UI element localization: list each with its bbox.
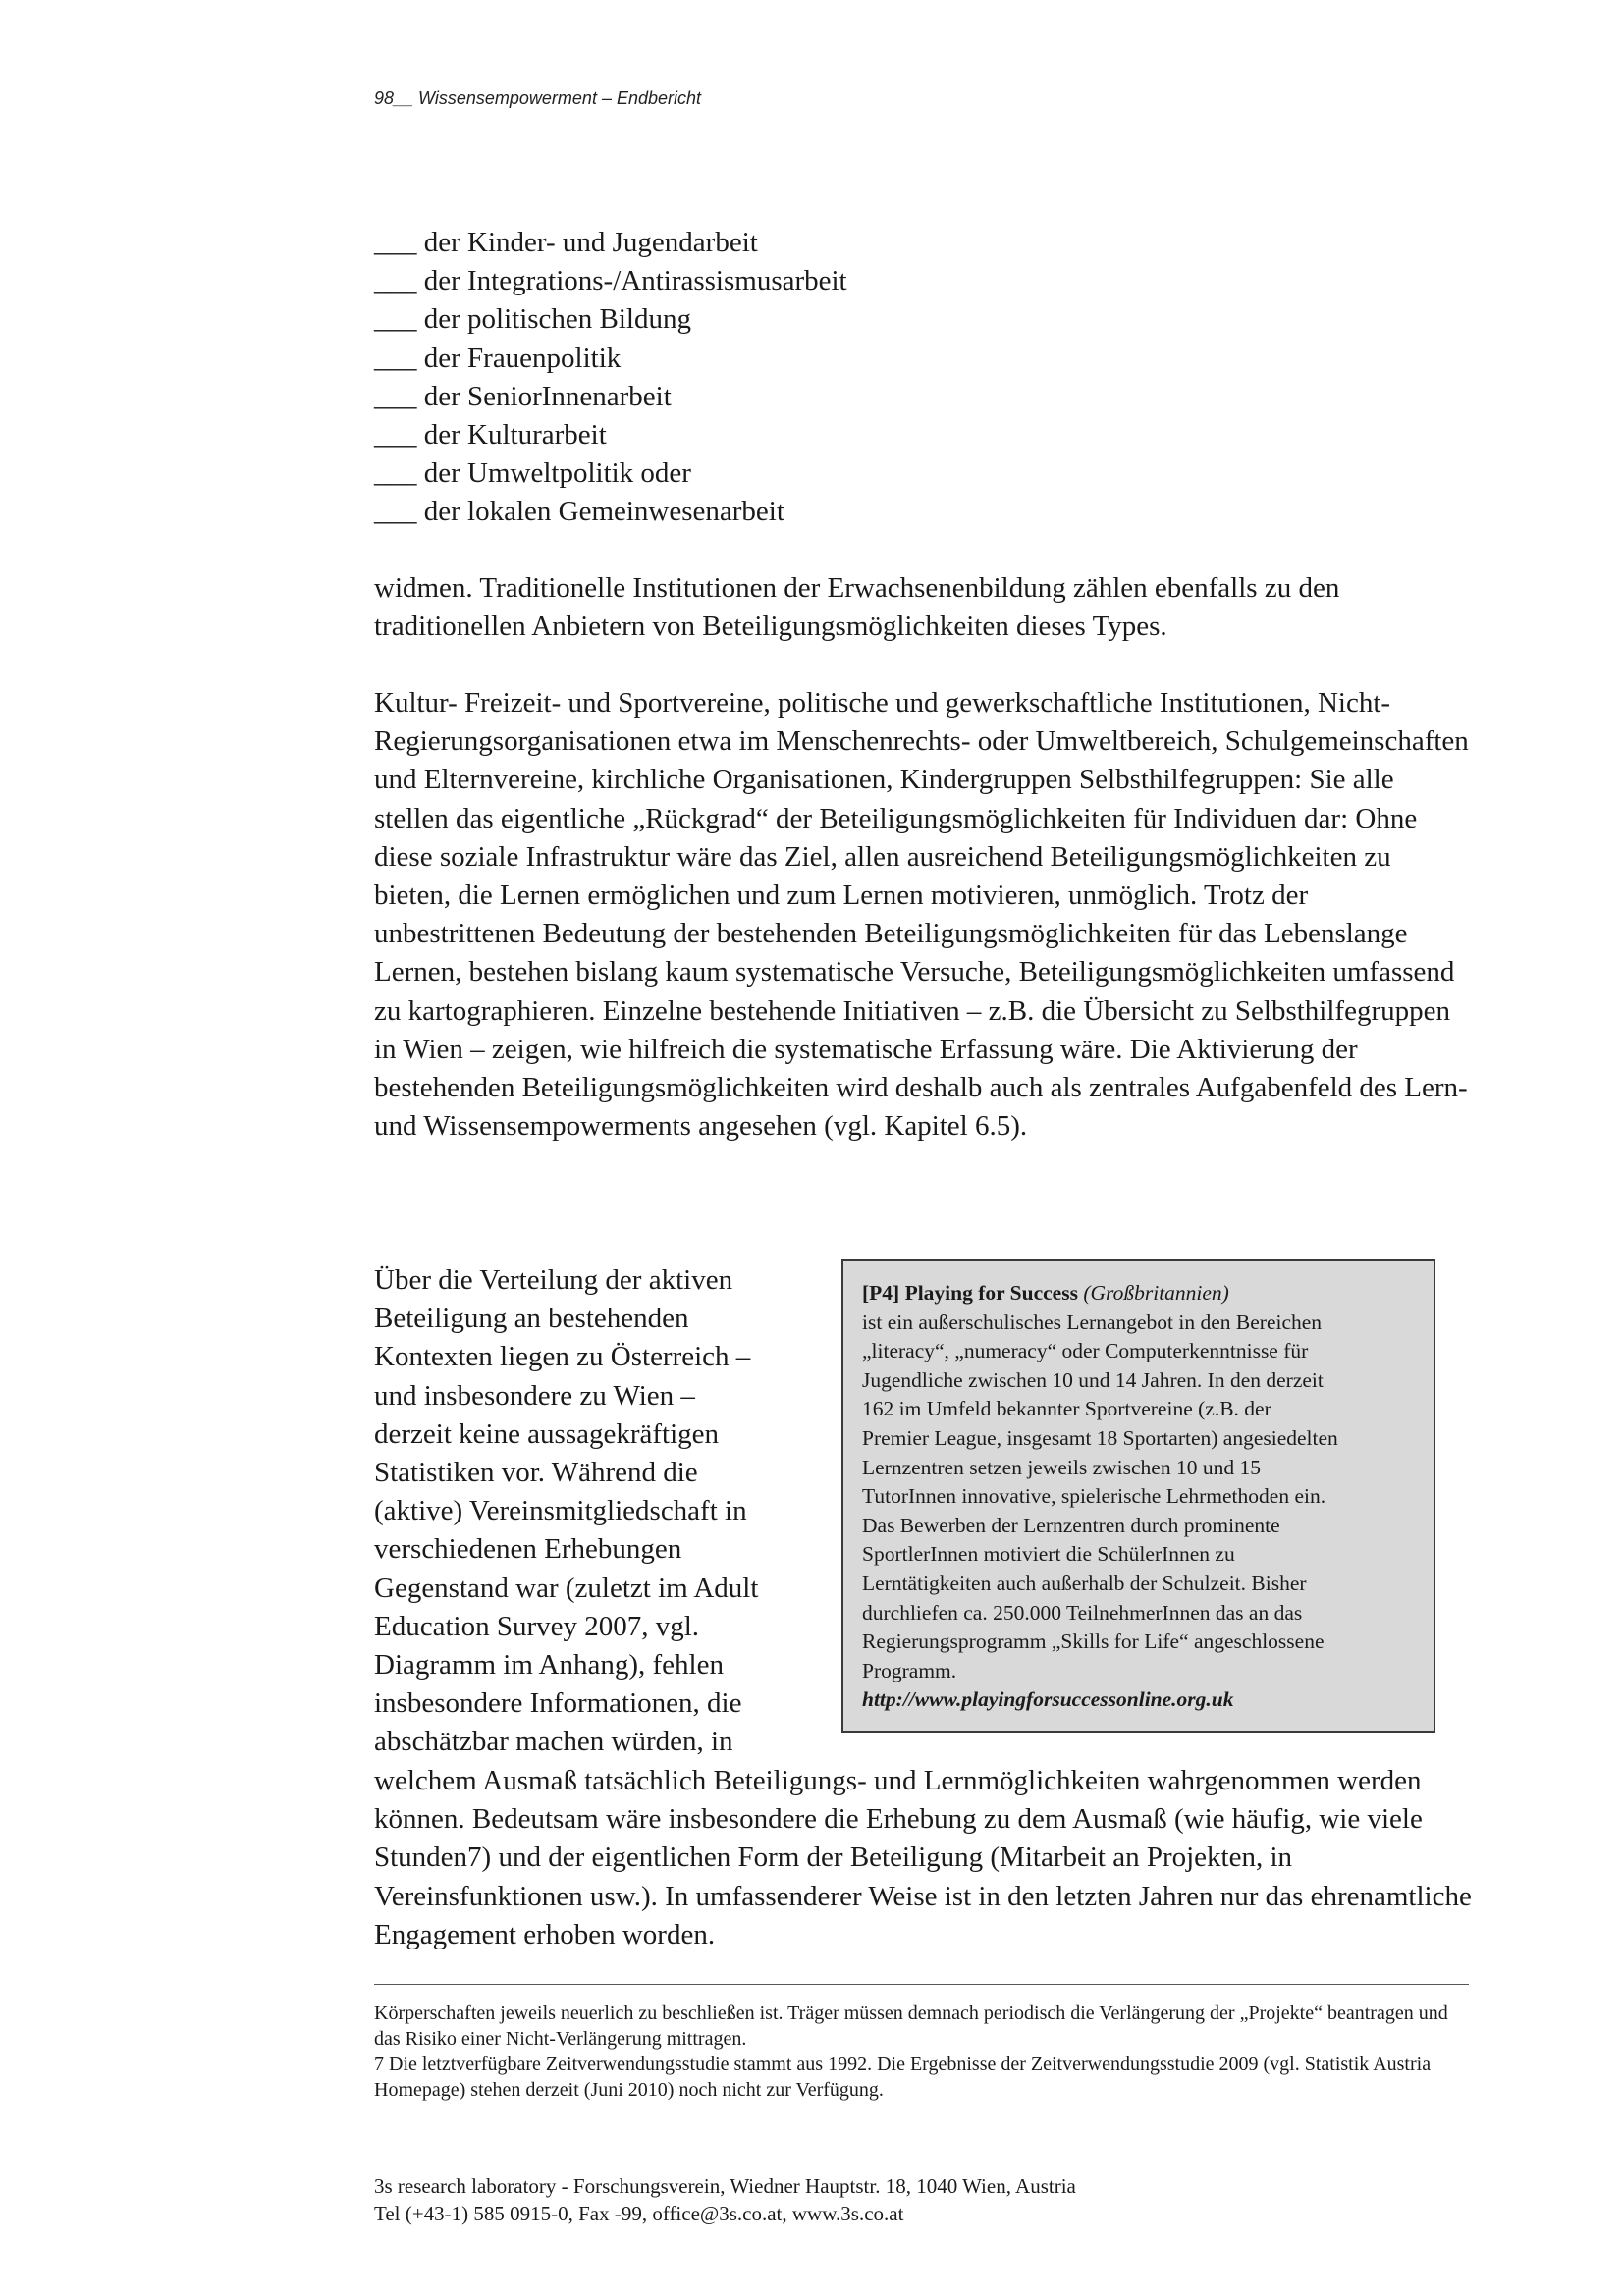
box-line: Lernzentren setzen jeweils zwischen 10 und 15: [862, 1455, 1261, 1479]
box-line: Premier League, insgesamt 18 Sportarten) angesiedelten: [862, 1425, 1338, 1450]
engagement-list: [374, 224, 1454, 532]
box-line: durchliefen ca. 250.000 TeilnehmerInnen das an das: [862, 1600, 1303, 1625]
box-line: Das Bewerben der Lernzentren durch prominente: [862, 1513, 1280, 1537]
paragraph-line: abschätzbar machen würden, in: [374, 1726, 733, 1758]
list-item: ___ der politischen Bildung: [374, 303, 691, 336]
list-item: ___ der Frauenpolitik: [374, 342, 622, 374]
footnote-7: 7 Die letztverfügbare Zeitverwendungsstudie stammt aus 1992. Die Ergebnisse der Zeitverwendungsstudie 2009 (vgl. Statistik Austria Homepage) stehen derzeit (Juni 2010) noch nicht zur Verfügung.: [374, 2054, 1432, 2101]
paragraph-participation-statistics-continued: welchem Ausmaß tatsächlich Beteiligungs- und Lernmöglichkeiten wahrgenommen werden können. Bedeutsam wäre insbesondere die Erhebung zu dem Ausmaß (wie häufig, wie viele Stunden7) und der eigentlichen Form der Beteiligung (Mitarbeit an Projekten, in Vereinsfunktionen usw.). In umfassenderer Weise ist in den letzten Jahren nur das ehrenamtliche Engagement erhoben worden.: [374, 1765, 1472, 1950]
paragraph-line: Education Survey 2007, vgl.: [374, 1610, 700, 1642]
box-line: 162 im Umfeld bekannter Sportvereine (z.B. der: [862, 1397, 1271, 1421]
paragraph-line: und insbesondere zu Wien –: [374, 1379, 695, 1412]
paragraph-line: Beteiligung an bestehenden: [374, 1303, 689, 1335]
footer-address: 3s research laboratory - Forschungsverein, Wiedner Hauptstr. 18, 1040 Wien, Austria: [374, 2174, 1076, 2198]
box-url-link[interactable]: http://www.playingforsuccessonline.org.uk: [862, 1687, 1234, 1712]
box-line: Regierungsprogramm „Skills for Life“ angeschlossene: [862, 1629, 1325, 1654]
box-line: ist ein außerschulisches Lernangebot in den Bereichen: [862, 1309, 1323, 1334]
paragraph-line: Gegenstand war (zuletzt im Adult: [374, 1572, 759, 1604]
paragraph-line: verschiedenen Erhebungen: [374, 1533, 682, 1566]
box-line: TutorInnen innovative, spielerische Lehrmethoden ein.: [862, 1484, 1326, 1509]
box-line: SportlerInnen motiviert die SchülerInnen zu: [862, 1542, 1235, 1567]
box-country: (Großbritannien): [1083, 1281, 1229, 1305]
paragraph-line: insbesondere Informationen, die: [374, 1687, 742, 1720]
list-item: ___ der Umweltpolitik oder: [374, 457, 691, 490]
paragraph-line: Diagramm im Anhang), fehlen: [374, 1649, 724, 1682]
paragraph-line: (aktive) Vereinsmitgliedschaft in: [374, 1495, 747, 1527]
list-item: ___ der Kinder- und Jugendarbeit: [374, 227, 758, 258]
list-item: ___ der Integrations-/Antirassismusarbeit: [374, 265, 847, 297]
paragraph-associations: Kultur- Freizeit- und Sportvereine, politische und gewerkschaftliche Institutionen, Nicht-Regierungsorganisationen etwa im Menschenrechts- oder Umweltbereich, Schulgemeinschaften und Elternvereine, kirchliche Organisationen, Kindergruppen Selbsthilfegruppen: Sie alle stellen das eigentliche „Rückgrad“ der Beteiligungsmöglichkeiten für Individuen dar: Ohne diese soziale Infrastruktur wäre das Ziel, allen ausreichend Beteiligungsmöglichkeiten zu bieten, die Lernen ermöglichen und zum Lernen motivieren, unmöglich. Trotz der unbestrittenen Bedeutung der bestehenden Beteiligungsmöglichkeiten für das Lebenslange Lernen, bestehen bislang kaum systematische Versuche, Beteiligungsmöglichkeiten umfassend zu kartographieren. Einzelne bestehende Initiativen – z.B. die Übersicht zu Selbsthilfegruppen in Wien – zeigen, wie hilfreich die systematische Erfassung wäre. Die Aktivierung der bestehenden Beteiligungsmöglichkeiten wird deshalb auch als zentrales Aufgabenfeld des Lern- und Wissensempowerments angesehen (vgl. Kapitel 6.5).: [374, 687, 1469, 1143]
page-footer: [374, 2172, 1469, 2227]
paragraph-traditional-institutions: widmen. Traditionelle Institutionen der Erwachsenenbildung zählen ebenfalls zu den traditionellen Anbietern von Beteiligungsmöglichkeiten dieses Types.: [374, 572, 1340, 643]
footnote-divider: [374, 1984, 1469, 1985]
box-line: Lerntätigkeiten auch außerhalb der Schulzeit. Bisher: [862, 1571, 1307, 1595]
box-title: [P4] Playing for Success: [862, 1281, 1078, 1305]
list-item: ___ der SeniorInnenarbeit: [374, 380, 672, 412]
footnotes: [374, 2001, 1469, 2103]
example-box: [841, 1259, 1435, 1733]
paragraph-line: Kontexten liegen zu Österreich –: [374, 1341, 751, 1373]
paragraph-line: derzeit keine aussagekräftigen: [374, 1417, 720, 1450]
paragraph-participation-statistics: [374, 1261, 806, 1762]
list-item: ___ der lokalen Gemeinwesenarbeit: [374, 496, 784, 528]
box-line: Jugendliche zwischen 10 und 14 Jahren. In den derzeit: [862, 1367, 1324, 1392]
footnote-continuation: Körperschaften jeweils neuerlich zu beschließen ist. Träger müssen demnach periodisch die Verlängerung der „Projekte“ beantragen und das Risiko einer Nicht-Verlängerung mittragen.: [374, 2002, 1448, 2050]
box-line: Programm.: [862, 1658, 957, 1682]
paragraph-line: Über die Verteilung der aktiven: [374, 1264, 733, 1296]
footer-contact: Tel (+43-1) 585 0915-0, Fax -99, office@3s.co.at, www.3s.co.at: [374, 2202, 904, 2225]
running-header: 98__ Wissensempowerment – Endbericht: [374, 88, 702, 108]
box-heading: [862, 1279, 1415, 1308]
paragraph-line: Statistiken vor. Während die: [374, 1457, 698, 1489]
box-line: „literacy“, „numeracy“ oder Computerkenntnisse für: [862, 1339, 1309, 1363]
list-item: ___ der Kulturarbeit: [374, 419, 607, 452]
